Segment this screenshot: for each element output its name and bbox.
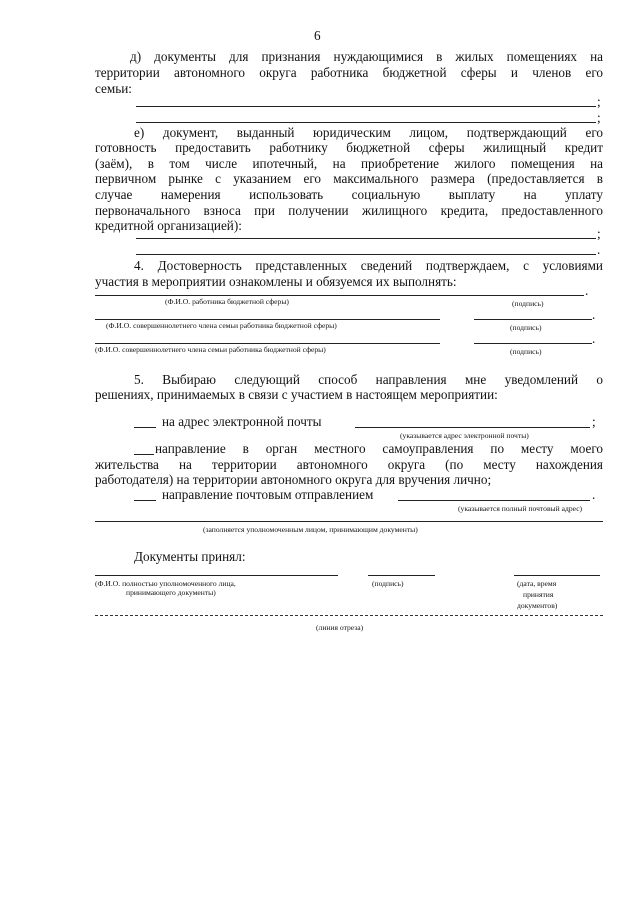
authorized-caption: (заполняется уполномоченным лицом, принимающим документы) (203, 525, 418, 534)
email-option-label: на адрес электронной почты (162, 414, 322, 429)
local-office-line-3: работодателя) на территории автономного округа для вручения лично; (95, 472, 492, 487)
section-d-line-2: территории автономного округа работника бюджетной сферы и членов его (95, 65, 603, 80)
email-caption: (указывается адрес электронной почты) (400, 431, 529, 440)
signature-3-sign-line[interactable] (474, 343, 592, 344)
accepted-title: Документы принял: (134, 549, 246, 564)
section-d-fill-line-2[interactable] (136, 122, 596, 123)
post-option-label: направление почтовым отправлением (162, 487, 374, 502)
local-office-checkbox-line[interactable] (134, 454, 154, 455)
section-4-line-2: участия в мероприятии ознакомлены и обязуемся их выполнять: (95, 274, 457, 289)
page-number: 6 (314, 28, 321, 43)
section-e-line-7: кредитной организацией): (95, 218, 242, 233)
section-e-fill-line-1[interactable] (136, 238, 596, 239)
accepted-fio-caption-2: принимающего документы) (126, 588, 216, 597)
post-end-mark: . (592, 487, 596, 502)
signature-2-sign-line[interactable] (474, 319, 592, 320)
accepted-fio-line[interactable] (95, 575, 338, 576)
section-e-line-6: первоначального взноса при получении жилищного кредита, предоставленного (95, 203, 603, 218)
email-checkbox-line[interactable] (134, 427, 156, 428)
section-e-fill-line-2[interactable] (136, 254, 596, 255)
section-d-end-mark-1: ; (597, 94, 601, 109)
accepted-fio-caption-1: (Ф.И.О. полностью уполномоченного лица, (95, 579, 236, 588)
signature-3-sign-caption: (подпись) (510, 347, 542, 356)
signature-1-fio-caption: (Ф.И.О. работника бюджетной сферы) (165, 297, 289, 306)
post-checkbox-line[interactable] (134, 500, 156, 501)
signature-2-fio-line[interactable] (95, 319, 440, 320)
section-d-end-mark-2: ; (597, 110, 601, 125)
section-5-line-1: 5. Выбираю следующий способ направления мне уведомлений о (134, 372, 603, 387)
local-office-line-1: направление в орган местного самоуправления по месту моего (155, 441, 603, 456)
email-end-mark: ; (592, 414, 596, 429)
section-d-fill-line-1[interactable] (136, 106, 596, 107)
signature-3-fio-caption: (Ф.И.О. совершеннолетнего члена семьи работника бюджетной сферы) (95, 345, 326, 354)
section-e-line-3: (заём), в том числе ипотечный, на приобретение жилого помещения на (95, 156, 603, 171)
section-e-line-1: е) документ, выданный юридическим лицом, подтверждающий его (134, 125, 603, 140)
authorized-fill-line[interactable] (95, 521, 603, 522)
section-e-end-mark-2: . (597, 242, 601, 257)
section-5-line-2: решениях, принимаемых в связи с участием в настоящем мероприятии: (95, 387, 498, 402)
accepted-date-caption-1: (дата, время (517, 579, 557, 588)
accepted-date-line[interactable] (514, 575, 600, 576)
signature-3-end-mark: . (592, 331, 596, 346)
section-e-line-5: случае намерения использовать социальную выплату на уплату (95, 187, 603, 202)
section-4-line-1: 4. Достоверность представленных сведений подтверждаем, с условиями (134, 258, 603, 273)
accepted-date-caption-3: документов) (517, 601, 558, 610)
post-caption: (указывается полный почтовый адрес) (458, 504, 583, 513)
section-d-line-1: д) документы для признания нуждающимися в жилых помещениях на (130, 49, 603, 64)
accepted-sign-caption: (подпись) (372, 579, 404, 588)
post-address-line[interactable] (398, 500, 590, 501)
section-d-line-3: семьи: (95, 81, 132, 96)
cut-line (95, 615, 603, 616)
signature-2-sign-caption: (подпись) (510, 323, 542, 332)
local-office-line-2: жительства на территории автономного округа (по месту нахождения (95, 457, 603, 472)
signature-2-end-mark: . (592, 307, 596, 322)
cut-line-caption: (линия отреза) (316, 623, 364, 632)
signature-2-fio-caption: (Ф.И.О. совершеннолетнего члена семьи работника бюджетной сферы) (106, 321, 337, 330)
section-e-line-4: первичном рынке с указанием его максимального размера (предоставляется в (95, 171, 603, 186)
signature-1-sign-line[interactable] (474, 295, 584, 296)
signature-1-fio-line[interactable] (95, 295, 479, 296)
signature-1-sign-caption: (подпись) (512, 299, 544, 308)
signature-1-end-mark: . (585, 283, 589, 298)
accepted-sign-line[interactable] (368, 575, 435, 576)
section-e-end-mark-1: ; (597, 226, 601, 241)
signature-3-fio-line[interactable] (95, 343, 440, 344)
accepted-date-caption-2: принятия (523, 590, 554, 599)
section-e-line-2: готовность предоставить работнику бюджетной сферы жилищный кредит (95, 140, 603, 155)
email-address-line[interactable] (355, 427, 590, 428)
